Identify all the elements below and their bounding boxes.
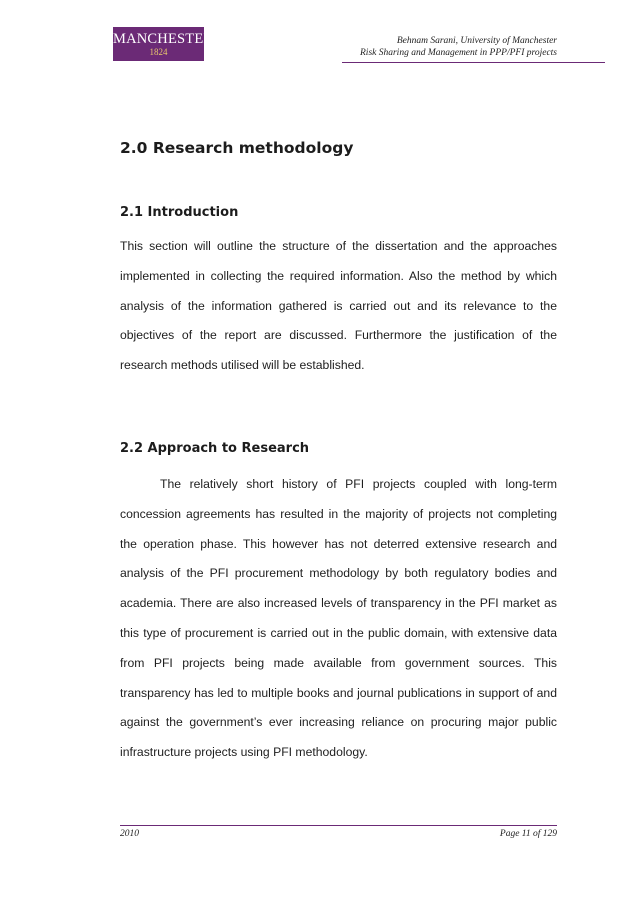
running-header: [360, 35, 557, 59]
header-author-line: Behnam Sarani, University of Manchester: [396, 36, 557, 46]
university-logo: [113, 27, 214, 61]
logo-year: 1824: [149, 47, 168, 57]
section-heading-introduction: 2.1 Introduction: [120, 205, 239, 220]
section-heading-approach: 2.2 Approach to Research: [120, 441, 310, 456]
introduction-paragraph: This section will outline the structure of the dissertation and the approaches implemented in collecting the required information. Also the method by which analysis of the information gathered is carried out and its relevance to the objectives of the report are discussed. Furthermore the justification of the research methods utilised will be established.: [120, 239, 557, 373]
chapter-heading: 2.0 Research methodology: [120, 139, 354, 157]
footer-divider: [120, 825, 557, 826]
header-title-line: Risk Sharing and Management in PPP/PFI projects: [360, 48, 557, 58]
logo-name: MANCHESTER: [113, 31, 214, 47]
header-divider: [342, 62, 605, 63]
page-number: Page 11 of 129: [499, 829, 557, 839]
approach-paragraph: The relatively short history of PFI projects coupled with long-term concession agreements has resulted in the majority of projects not completing the operation phase. This however has not deterred extensive research and analysis of the PFI procurement methodology by both regulatory bodies and academia. There are also increased levels of transparency in the PFI market as this type of procurement is carried out in the public domain, with extensive data from PFI projects being made available from government sources. This transparency has led to multiple books and journal publications in support of and against the government’s ever increasing reliance on procuring major public infrastructure projects using PFI methodology.: [120, 477, 557, 760]
footer-year: 2010: [120, 829, 139, 839]
